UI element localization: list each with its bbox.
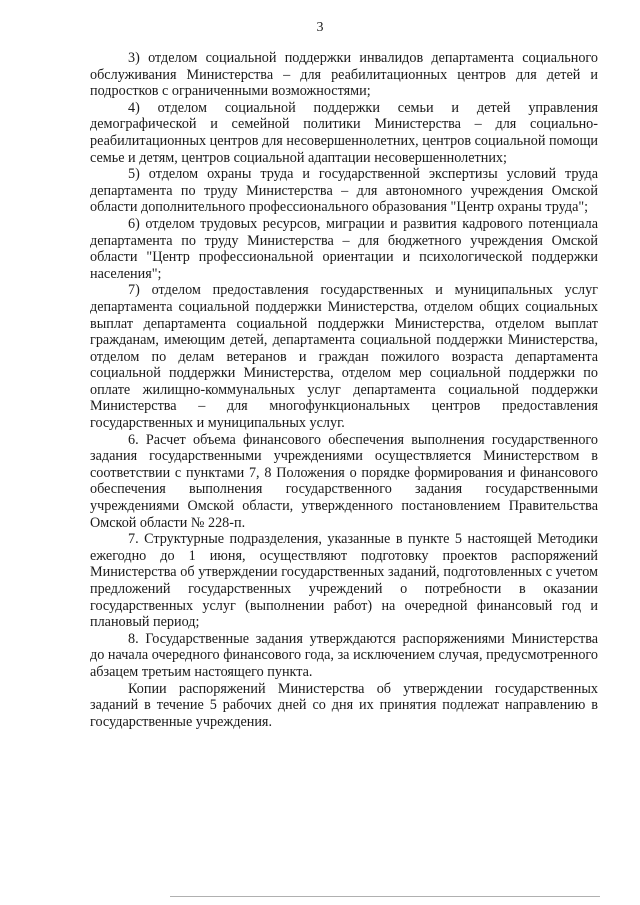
paragraph-section-8: 8. Государственные задания утверждаются распоряжениями Министерства до начала очередного финансового года, за исключением случая, предусмотренного абзацем третьим настоящего пункта. [90, 630, 598, 680]
paragraph-item-4: 4) отделом социальной поддержки семьи и детей управления демографической и семейной политики Министерства – для социально-реабилитационных центров для несовершеннолетних, центров социальной помощи семье и детям, центров социальной адаптации несовершеннолетних; [90, 99, 598, 166]
page-bottom-rule [170, 896, 600, 897]
paragraph-section-7: 7. Структурные подразделения, указанные в пункте 5 настоящей Методики ежегодно до 1 июня, осуществляют подготовку проектов распоряжений Министерства об утверждении государственных заданий, подготовленных с учетом предложений государственных учреждений о потребности в оказании государственных услуг (выполнении работ) на очередной финансовый год и плановый период; [90, 531, 598, 631]
paragraph-item-7: 7) отделом предоставления государственных и муниципальных услуг департамента социальной поддержки Министерства, отделом общих социальных выплат департамента социальной поддержки Министерства, отделом выплат гражданам, имеющим детей, департамента социальной поддержки Министерства, отделом по делам ветеранов и граждан пожилого возраста департамента социальной поддержки Министерства, отделом мер социальной поддержки по оплате жилищно-коммунальных услуг департамента социальной поддержки Министерства – для многофункциональных центров предоставления государственных и муниципальных услуг. [90, 282, 598, 432]
paragraph-section-6: 6. Расчет объема финансового обеспечения выполнения государственного задания государственными учреждениями осуществляется Министерством в соответствии с пунктами 7, 8 Положения о порядке формирования и финансового обеспечения выполнения государственного задания государственными учреждениями Омской области, утвержденного постановлением Правительства Омской области № 228-п. [90, 431, 598, 531]
paragraph-copies: Копии распоряжений Министерства об утверждении государственных заданий в течение 5 рабочих дней со дня их принятия подлежат направлению в государственные учреждения. [90, 680, 598, 730]
paragraph-item-5: 5) отделом охраны труда и государственной экспертизы условий труда департамента по труду Министерства – для автономного учреждения Омской области дополнительного профессионального образования "Центр охраны труда"; [90, 166, 598, 216]
page-number: 3 [316, 20, 324, 35]
paragraph-item-3: 3) отделом социальной поддержки инвалидов департамента социального обслуживания Министерства – для реабилитационных центров для детей и подростков с ограниченными возможностями; [90, 50, 598, 100]
document-body [90, 50, 598, 730]
paragraph-item-6: 6) отделом трудовых ресурсов, миграции и развития кадрового потенциала департамента по труду Министерства – для бюджетного учреждения Омской области "Центр профессиональной ориентации и психологической поддержки населения"; [90, 215, 598, 282]
